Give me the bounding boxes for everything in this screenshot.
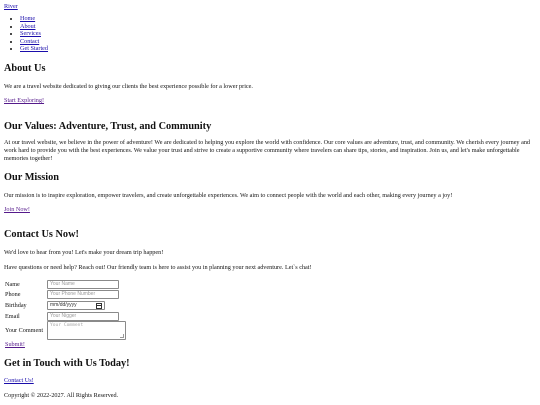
nav-link-about[interactable]: About [20,22,36,30]
comment-label: Your Comment [5,327,44,334]
start-exploring-link[interactable]: Start Exploring! [4,97,45,104]
nav-item-services [20,30,48,38]
contact-heading: Contact Us Now! [4,229,79,240]
values-heading: Our Values: Adventure, Trust, and Community [4,121,212,132]
contact-help-text: Have questions or need help? Reach out! Our friendly team is here to assist you in planning your next adventure. Let`s chat! [4,264,312,271]
touch-heading: Get in Touch with Us Today! [4,358,130,369]
phone-label: Phone [5,291,21,298]
resize-grip-icon[interactable] [120,334,124,338]
nav-link-get-started[interactable]: Get Started [20,45,49,53]
name-input[interactable]: Your Name [47,280,119,289]
comment-placeholder: Your Comment [50,323,84,328]
mission-heading: Our Mission [4,172,60,183]
nav-item-get-started [20,45,48,53]
main-nav [4,15,48,53]
nav-item-contact [20,38,48,46]
nav-link-contact[interactable]: Contact [20,37,40,45]
email-input[interactable]: Your Nigger [47,312,119,321]
nav-item-about [20,23,48,31]
about-heading: About Us [4,63,46,74]
submit-button[interactable]: Submit! [5,341,25,348]
contact-us-link[interactable]: Contact Us! [4,377,34,384]
phone-input[interactable]: Your Phone Number [47,290,119,299]
name-label: Name [5,281,20,288]
mission-text: Our mission is to inspire exploration, empower travelers, and create unforgettable experiences. We aim to connect people with the world and each other, making every journey a joy! [4,192,453,199]
birthday-label: Birthday [5,302,27,309]
contact-intro: We'd love to hear from you! Let's make your dream trip happen! [4,249,164,256]
nav-link-home[interactable]: Home [20,15,36,22]
brand-link[interactable]: River [4,3,18,10]
email-label: Email [5,313,20,320]
birthday-input[interactable] [47,301,105,310]
nav-item-home [20,15,48,23]
nav-link-services[interactable]: Services [20,30,41,38]
join-now-link[interactable]: Join Now! [4,206,30,213]
birthday-value: mm/dd/yyyy [50,302,77,308]
footer-copyright: Copyright © 2022-2027. All Rights Reserved. [4,392,119,399]
calendar-icon[interactable] [96,303,102,309]
values-text: At our travel website, we believe in the power of adventure! We are dedicated to helping you explore the world with confidence. Our core values are adventure, trust, and community. We cherish every journey and work hard to provide you with the best experiences. We value your trust and strive to create a supportive community where travelers can share tips, stories, and inspiration. Join us, and let's make unforgettable memories together! [4,139,531,162]
about-text: We are a travel website dedicated to giving our clients the best experience possible for a lower price. [4,83,253,90]
comment-textarea[interactable] [47,321,126,340]
